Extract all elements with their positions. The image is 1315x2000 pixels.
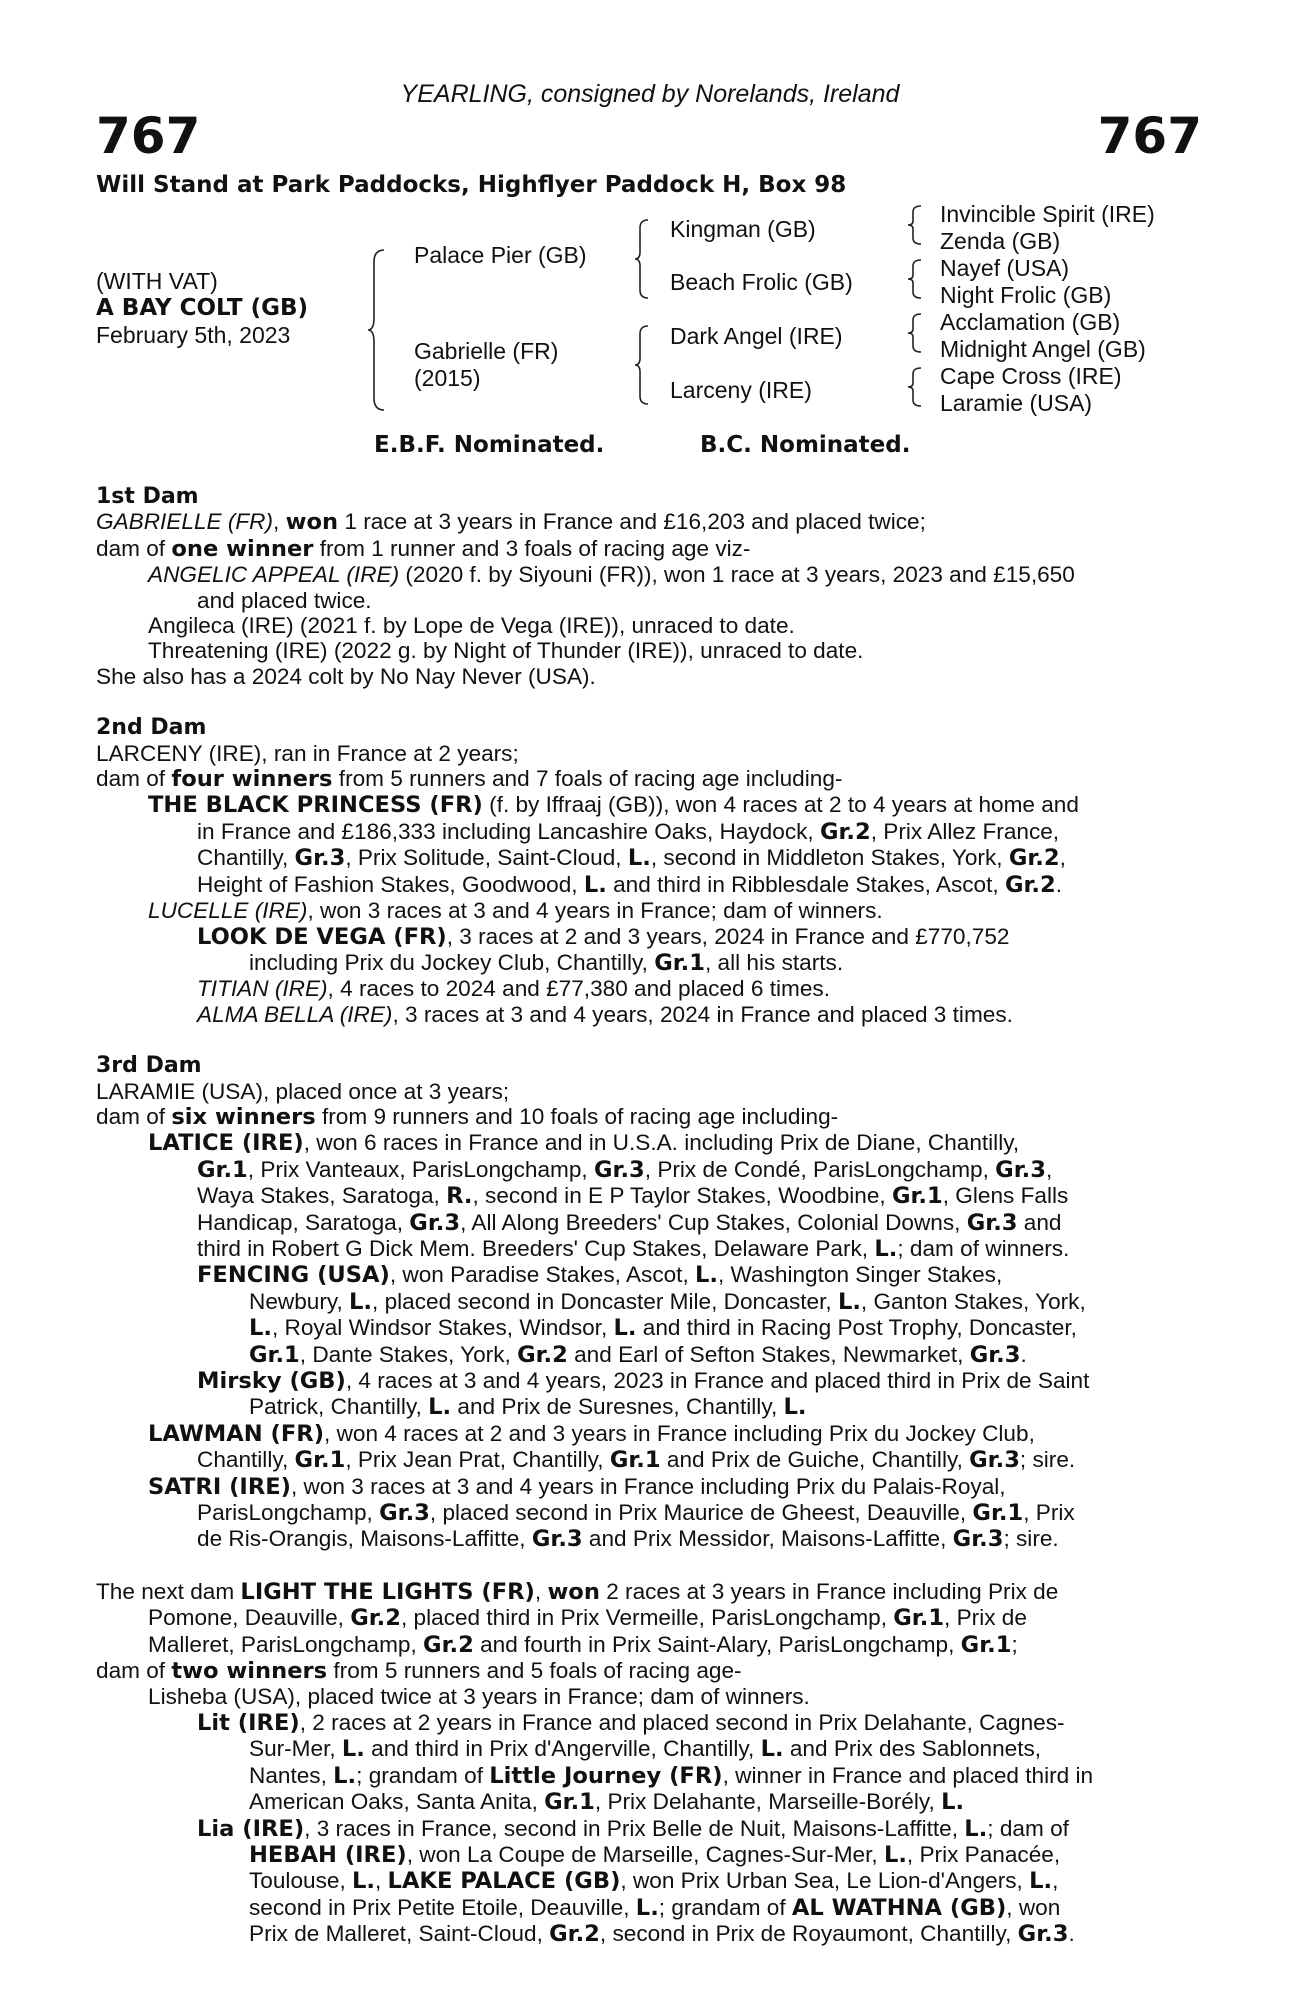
pedigree-dam: Gabrielle (FR): [414, 338, 559, 364]
pedigree-brace-sire: [633, 218, 651, 300]
pedigree-sire-dam: Beach Frolic (GB): [670, 269, 853, 295]
ebf-nomination: E.B.F. Nominated.: [374, 432, 605, 458]
pedigree-brace-main: [366, 248, 388, 412]
pedigree-brace-sd: [906, 258, 924, 300]
pedigree-brace-ds: [906, 312, 924, 354]
pedigree-sdd: Night Frolic (GB): [940, 282, 1112, 308]
pedigree-dsd: Midnight Angel (GB): [940, 336, 1146, 362]
pedigree-dds: Cape Cross (IRE): [940, 363, 1122, 389]
lot-number-right: 767: [1097, 107, 1202, 165]
stand-location: Will Stand at Park Paddocks, Highflyer Paddock H, Box 98: [96, 172, 847, 198]
vat-label: (WITH VAT): [96, 268, 218, 294]
pedigree-brace-dam: [633, 324, 651, 406]
pedigree-dam-year: (2015): [414, 365, 481, 391]
horse-identity: [96, 268, 308, 349]
first-dam-entry: GABRIELLE (FR), won 1 race at 3 years in France and £16,203 and placed twice; dam of one winner from 1 runner and 3 foals of racing age viz- ANGELIC APPEAL (IRE) (2020 f. by Siyouni (FR)), won 1 race at 3 years, 2023 and £15,650 and placed twice. Angileca (IRE) (2021 f. by Lope de Vega (IRE)), unraced to date. Threatening (IRE) (2022 g. by Night of Thunder (IRE)), unraced to date. She also has a 2024 colt by No Nay Never (USA).: [96, 509, 1075, 689]
first-dam-heading: 1st Dam: [96, 484, 199, 509]
pedigree-brace-dd: [906, 366, 924, 408]
consignor-line: YEARLING, consigned by Norelands, Ireland: [400, 80, 900, 108]
pedigree-sss: Invincible Spirit (IRE): [940, 201, 1155, 227]
bc-nomination: B.C. Nominated.: [700, 432, 911, 458]
pedigree-sire-sire: Kingman (GB): [670, 216, 816, 242]
third-dam-entry: LARAMIE (USA), placed once at 3 years; dam of six winners from 9 runners and 10 foals of racing age including- LATICE (IRE), won 6 races in France and in U.S.A. including Prix de Diane, Chantilly, Gr.1, Prix Vanteaux, ParisLongchamp, Gr.3, Prix de Condé, ParisLongchamp, Gr.3, Waya Stakes, Saratoga, R., second in E P Taylor Stakes, Woodbine, Gr.1, Glens Falls Handicap, Saratoga, Gr.3, All Along Breeders' Cup Stakes, Colonial Downs, Gr.3 and third in Robert G Dick Mem. Breeders' Cup Stakes, Delaware Park, L.; dam of winners. FENCING (USA), won Paradise Stakes, Ascot, L., Washington Singer Stakes, Newbury, L., placed second in Doncaster Mile, Doncaster, L., Ganton Stakes, York, L., Royal Windsor Stakes, Windsor, L. and third in Racing Post Trophy, Doncaster, Gr.1, Dante Stakes, York, Gr.2 and Earl of Sefton Stakes, Newmarket, Gr.3. Mirsky (GB), 4 races at 3 and 4 years, 2023 in France and placed third in Prix de Saint Patrick, Chantilly, L. and Prix de Suresnes, Chantilly, L. LAWMAN (FR), won 4 races at 2 and 3 years in France including Prix du Jockey Club, Chantilly, Gr.1, Prix Jean Prat, Chantilly, Gr.1 and Prix de Guiche, Chantilly, Gr.3; sire. SATRI (IRE), won 3 races at 3 and 4 years in France including Prix du Palais-Royal, ParisLongchamp, Gr.3, placed second in Prix Maurice de Gheest, Deauville, Gr.1, Prix de Ris-Orangis, Maisons-Laffitte, Gr.3 and Prix Messidor, Maisons-Laffitte, Gr.3; sire.: [96, 1078, 1090, 1553]
fourth-dam-entry: The next dam LIGHT THE LIGHTS (FR), won 2 races at 3 years in France including Prix de Pomone, Deauville, Gr.2, placed third in Prix Vermeille, ParisLongchamp, Gr.1, Prix de Malleret, ParisLongchamp, Gr.2 and fourth in Prix Saint-Alary, ParisLongchamp, Gr.1; dam of two winners from 5 runners and 5 foals of racing age- Lisheba (USA), placed twice at 3 years in France; dam of winners. Lit (IRE), 2 races at 2 years in France and placed second in Prix Delahante, Cagnes- Sur-Mer, L. and third in Prix d'Angerville, Chantilly, L. and Prix des Sablonnets, Nantes, L.; grandam of Little Journey (FR), winner in France and placed third in American Oaks, Santa Anita, Gr.1, Prix Delahante, Marseille-Borély, L. Lia (IRE), 3 races in France, second in Prix Belle de Nuit, Maisons-Laffitte, L.; dam of HEBAH (IRE), won La Coupe de Marseille, Cagnes-Sur-Mer, L., Prix Panacée, Toulouse, L., LAKE PALACE (GB), won Prix Urban Sea, Le Lion-d'Angers, L., second in Prix Petite Etoile, Deauville, L.; grandam of AL WATHNA (GB), won Prix de Malleret, Saint-Cloud, Gr.2, second in Prix de Royaumont, Chantilly, Gr.3.: [96, 1578, 1094, 1948]
pedigree-dam-sire: Dark Angel (IRE): [670, 323, 843, 349]
horse-name: A BAY COLT (GB): [96, 295, 309, 321]
pedigree-dam-dam: Larceny (IRE): [670, 377, 812, 403]
second-dam-heading: 2nd Dam: [96, 715, 207, 741]
pedigree-sds: Nayef (USA): [940, 255, 1070, 281]
pedigree-sire: Palace Pier (GB): [414, 242, 587, 268]
lot-number-left: 767: [96, 107, 201, 165]
pedigree-ddd: Laramie (USA): [940, 390, 1093, 416]
foaling-date: February 5th, 2023: [96, 322, 291, 348]
pedigree-ssd: Zenda (GB): [940, 228, 1061, 254]
pedigree-dss: Acclamation (GB): [940, 309, 1121, 335]
third-dam-heading: 3rd Dam: [96, 1053, 202, 1079]
second-dam-entry: LARCENY (IRE), ran in France at 2 years; dam of four winners from 5 runners and 7 foals of racing age including- THE BLACK PRINCESS (FR) (f. by Iffraaj (GB)), won 4 races at 2 to 4 years at home and in France and £186,333 including Lancashire Oaks, Haydock, Gr.2, Prix Allez France, Chantilly, Gr.3, Prix Solitude, Saint-Cloud, L., second in Middleton Stakes, York, Gr.2, Height of Fashion Stakes, Goodwood, L. and third in Ribblesdale Stakes, Ascot, Gr.2. LUCELLE (IRE), won 3 races at 3 and 4 years in France; dam of winners. LOOK DE VEGA (FR), 3 races at 2 and 3 years, 2024 in France and £770,752 including Prix du Jockey Club, Chantilly, Gr.1, all his starts. TITIAN (IRE), 4 races to 2024 and £77,380 and placed 6 times. ALMA BELLA (IRE), 3 races at 3 and 4 years, 2024 in France and placed 3 times.: [96, 740, 1079, 1027]
pedigree-brace-ss: [906, 204, 924, 246]
pedigree-notes: [96, 484, 1206, 1948]
